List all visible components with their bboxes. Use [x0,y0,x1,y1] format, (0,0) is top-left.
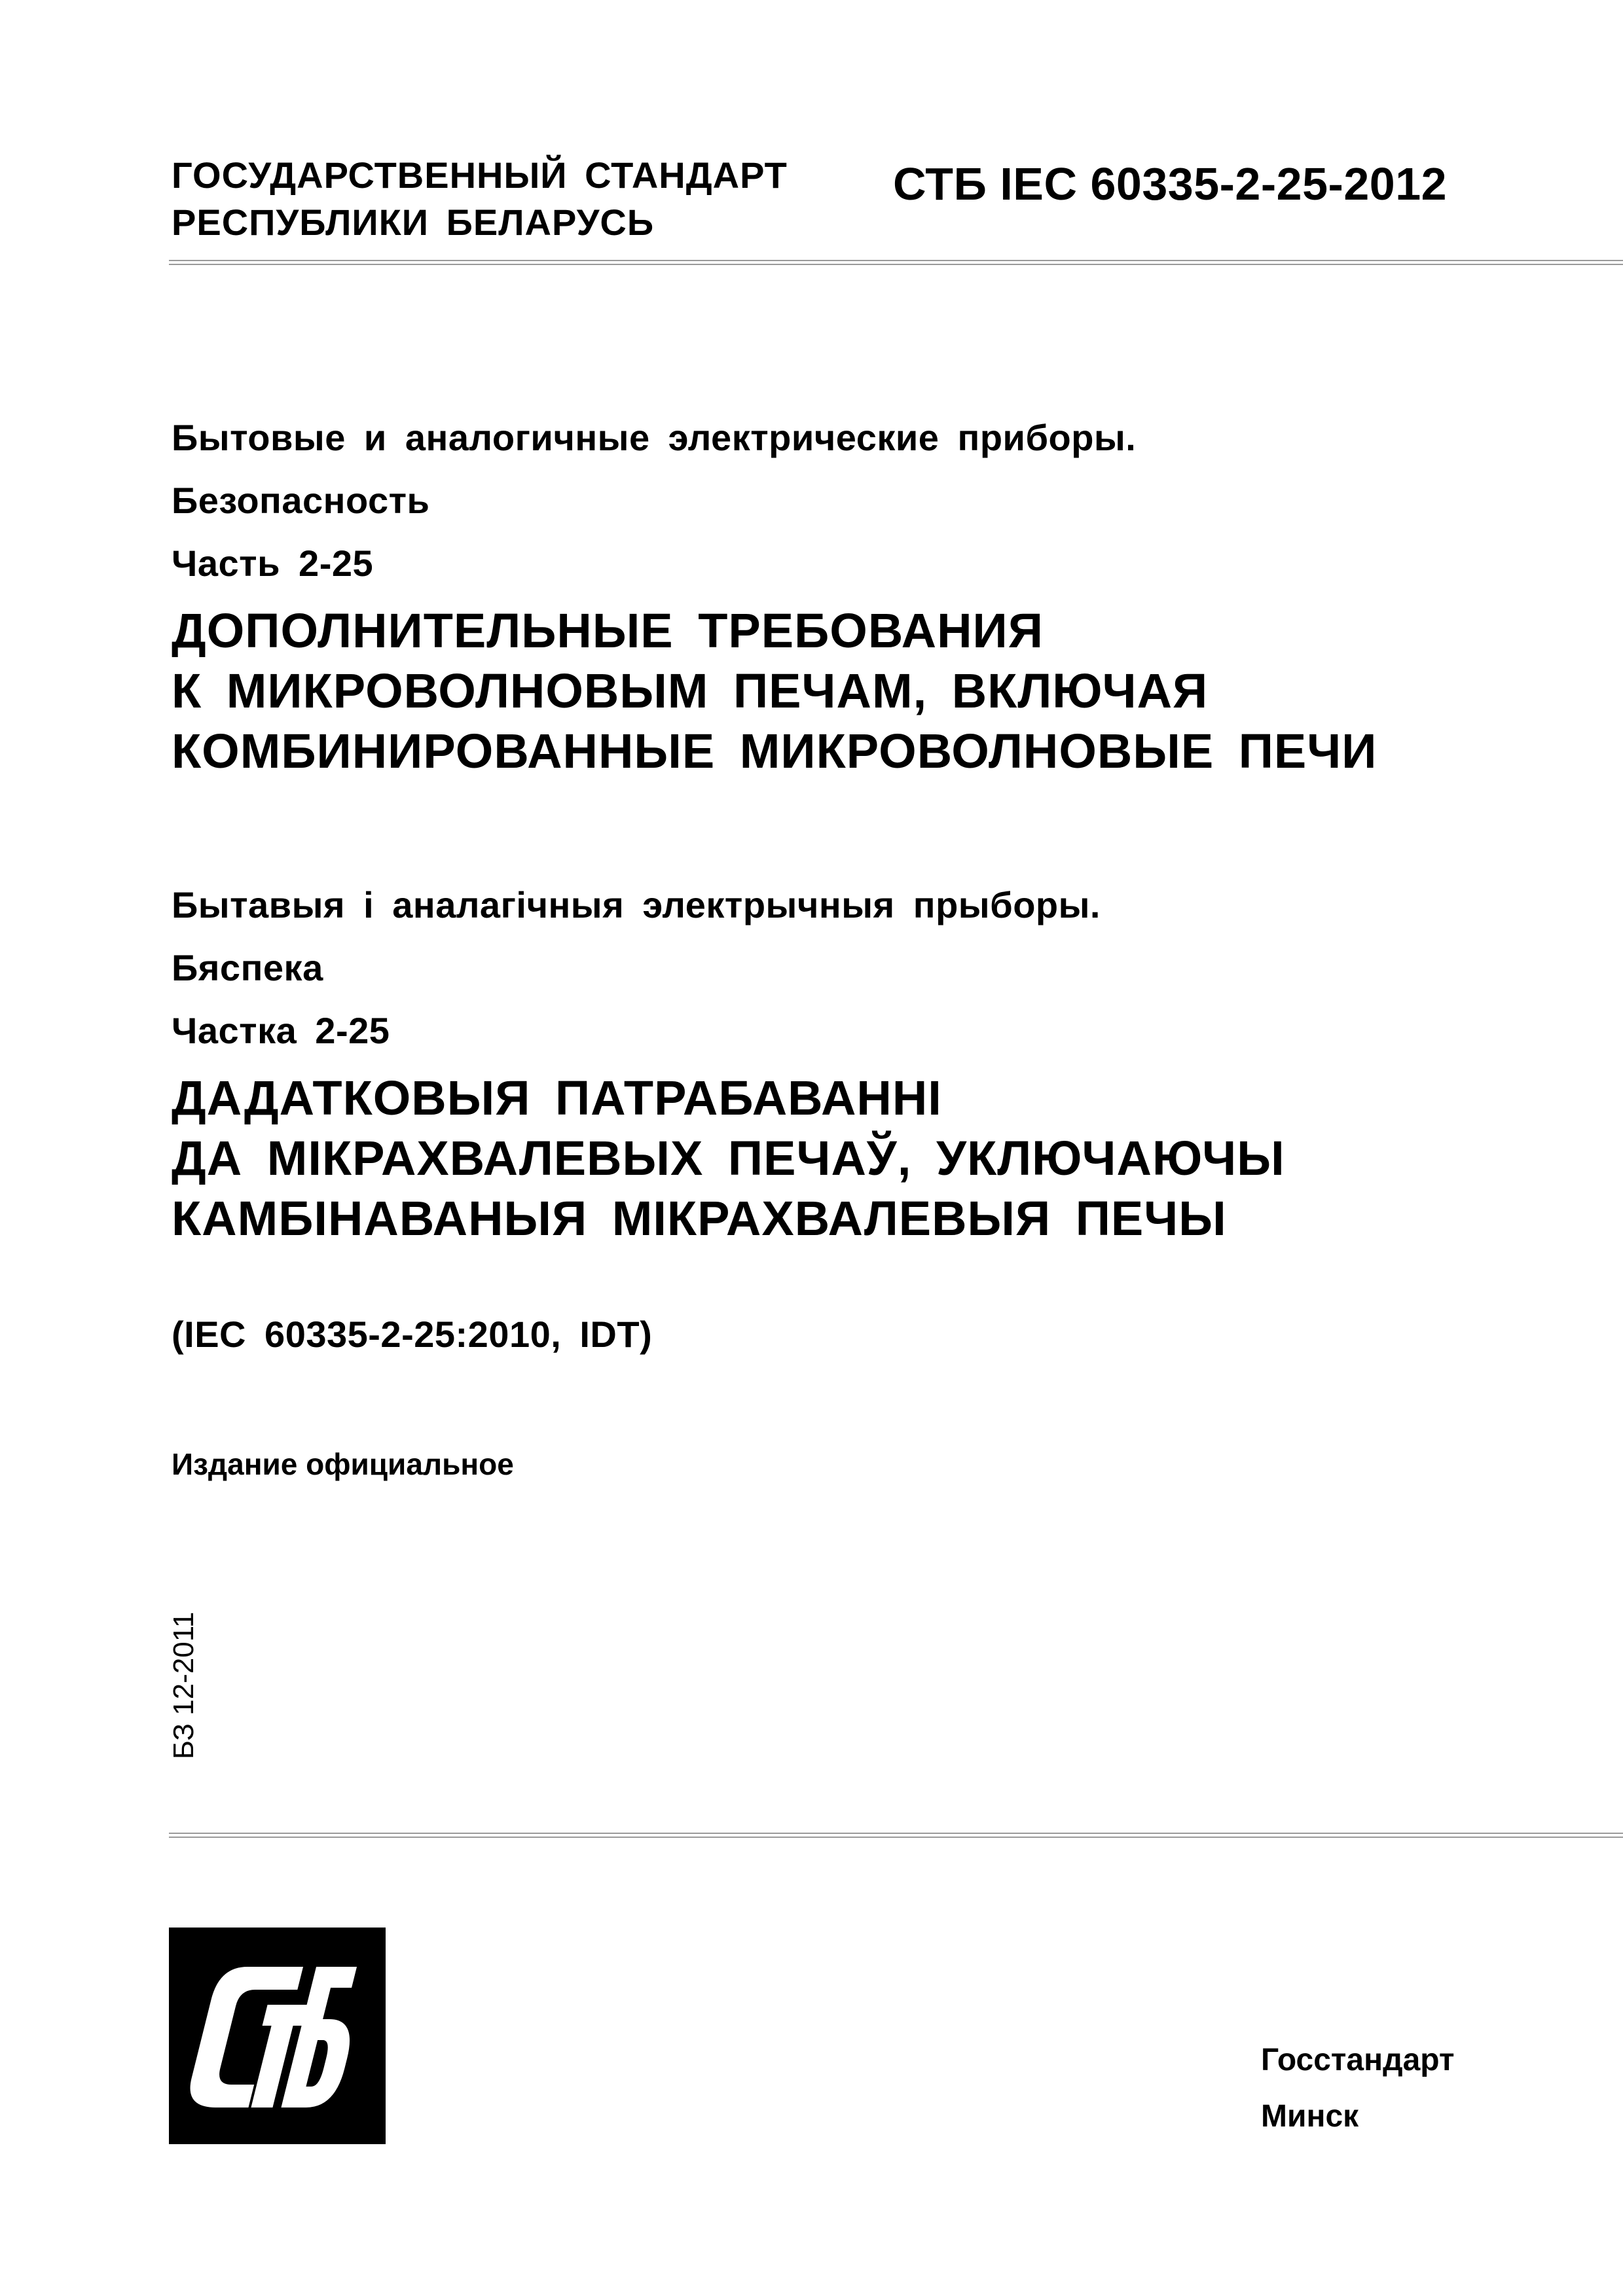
edition-label: Издание официальное [172,1447,514,1481]
stb-logo-mark [169,1928,386,2144]
title-be-line1: Бытавыя і аналагічныя электрычныя прыборы. [172,884,1101,925]
title-be-heading [172,1068,1285,1249]
title-ru-heading [172,601,1377,781]
bottom-double-rule [169,1833,1623,1838]
title-ru-line2: Безопасность [172,480,430,521]
header-org-line2: РЕСПУБЛИКИ БЕЛАРУСЬ [172,202,655,243]
title-ru-part: Часть 2-25 [172,543,374,584]
title-be-part: Частка 2-25 [172,1010,390,1051]
side-code: БЗ 12-2011 [168,1611,200,1759]
header-organization [172,152,788,246]
publisher-name: Госстандарт [1261,2043,1455,2077]
title-be-heading-line3: КАМБІНАВАНЫЯ МІКРАХВАЛЕВЫЯ ПЕЧЫ [172,1191,1227,1246]
top-double-rule [169,260,1623,265]
title-ru-heading-line3: КОМБИНИРОВАННЫЕ МИКРОВОЛНОВЫЕ ПЕЧИ [172,724,1377,778]
title-be-line2: Бяспека [172,947,323,988]
title-ru-heading-line2: К МИКРОВОЛНОВЫМ ПЕЧАМ, ВКЛЮЧАЯ [172,664,1209,718]
stb-logo [169,1928,386,2144]
standard-designation: СТБ IEC 60335-2-25-2012 [893,158,1448,209]
title-ru-line1: Бытовые и аналогичные электрические приборы. [172,417,1137,458]
publisher-city: Минск [1261,2099,1359,2134]
header-org-line1: ГОСУДАРСТВЕННЫЙ СТАНДАРТ [172,154,788,196]
title-be-heading-line1: ДАДАТКОВЫЯ ПАТРАБАВАННІ [172,1071,942,1125]
iec-reference: (IEC 60335-2-25:2010, IDT) [172,1314,653,1355]
title-ru-heading-line1: ДОПОЛНИТЕЛЬНЫЕ ТРЕБОВАНИЯ [172,603,1044,658]
title-be-heading-line2: ДА МІКРАХВАЛЕВЫХ ПЕЧАЎ, УКЛЮЧАЮЧЫ [172,1131,1285,1185]
